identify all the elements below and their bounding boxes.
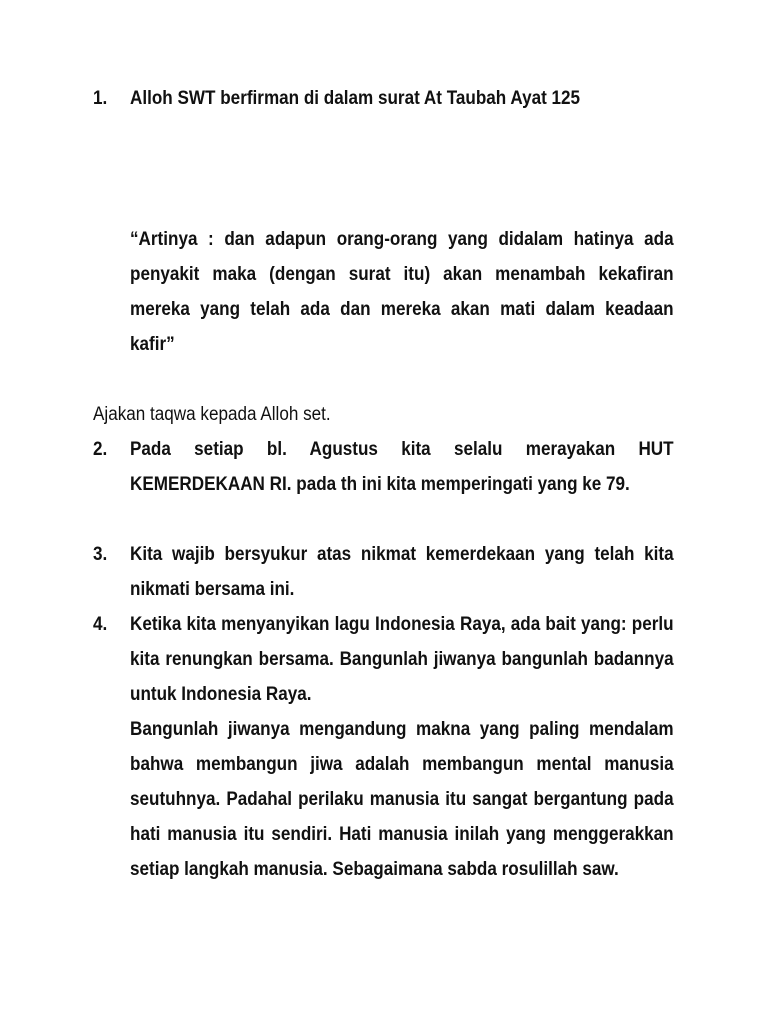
- item-2-number: 2.: [93, 439, 108, 460]
- invitation-line: Ajakan taqwa kepada Alloh set.: [93, 404, 331, 425]
- item-1-number: 1.: [93, 88, 108, 109]
- item-4-continuation: Bangunlah jiwanya mengandung makna yang paling mendalam bahwa membangun jiwa adalah membangun mental manusia seutuhnya. Padahal perilaku manusia itu sangat bergantung pada hati manusia itu sendiri. Hati manusia inilah yang menggerakkan setiap langkah manusia. Sebagaimana sabda rosulillah saw.: [130, 719, 674, 880]
- item-1-text: Alloh SWT berfirman di dalam surat At Taubah Ayat 125: [130, 88, 581, 109]
- item-4-number: 4.: [93, 614, 108, 635]
- translation-quote: “Artinya : dan adapun orang-orang yang didalam hatinya ada penyakit maka (dengan surat itu) akan menambah kekafiran mereka yang telah ada dan mereka akan mati dalam keadaan kafir”: [130, 229, 674, 355]
- item-3-text: Kita wajib bersyukur atas nikmat kemerdekaan yang telah kita nikmati bersama ini.: [130, 544, 674, 600]
- item-2-text: Pada setiap bl. Agustus kita selalu merayakan HUT KEMERDEKAAN RI. pada th ini kita memperingati yang ke 79.: [130, 439, 674, 495]
- item-3-number: 3.: [93, 544, 108, 565]
- item-4-text: Ketika kita menyanyikan lagu Indonesia Raya, ada bait yang: perlu kita renungkan bersama. Bangunlah jiwanya bangunlah badannya untuk Indonesia Raya.: [130, 614, 674, 705]
